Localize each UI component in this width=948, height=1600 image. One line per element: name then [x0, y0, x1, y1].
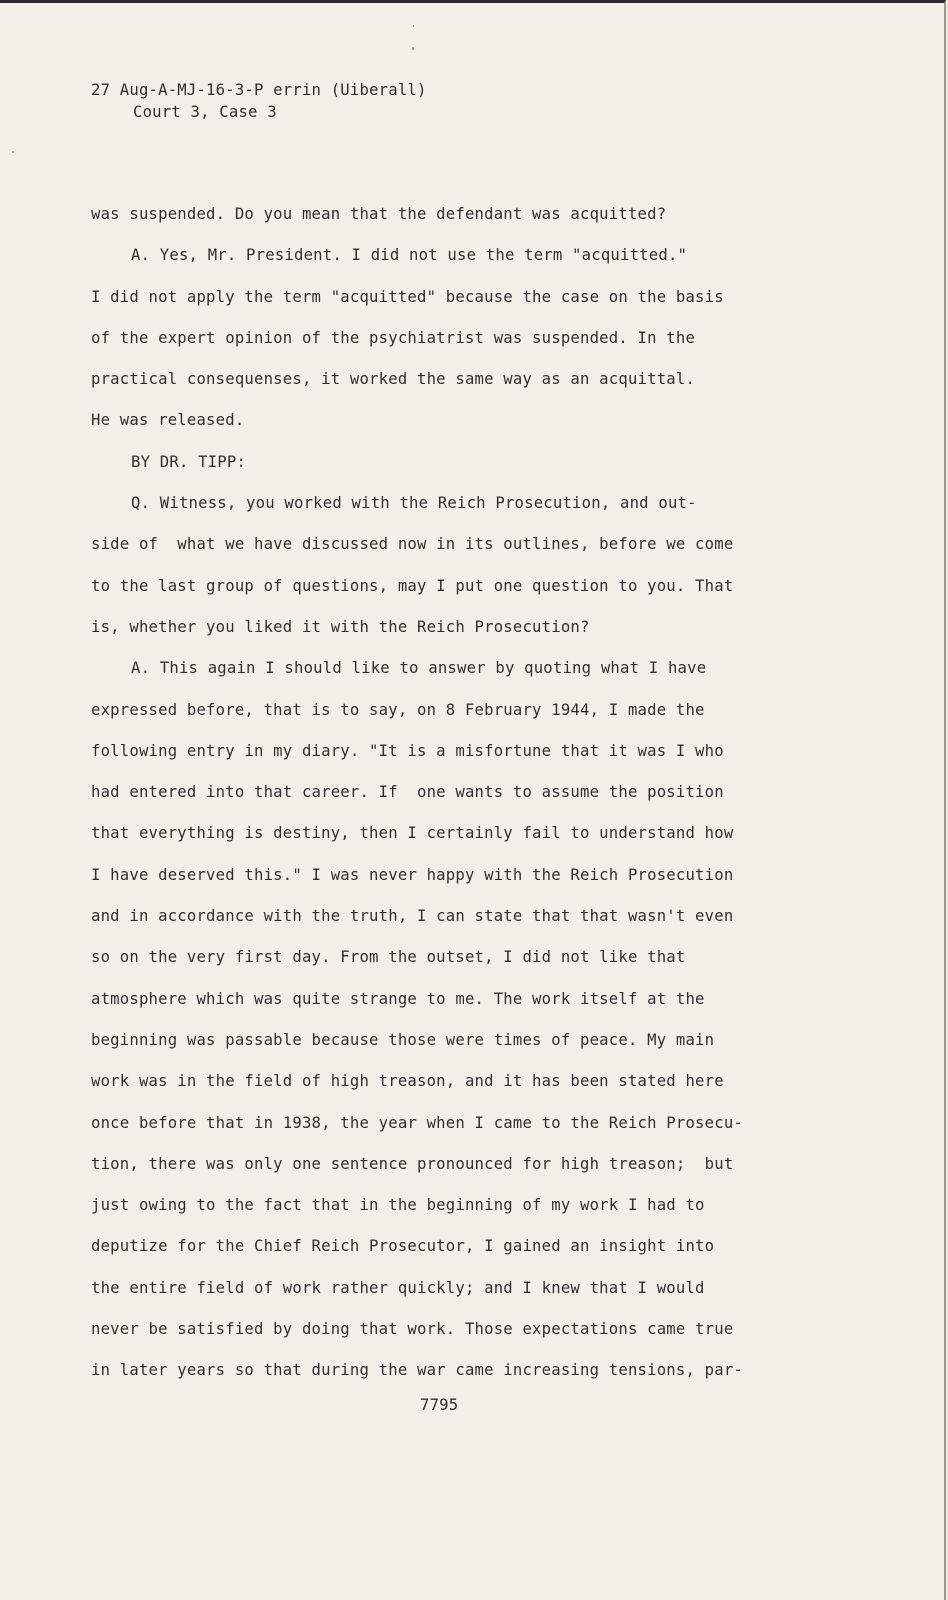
transcript-line: beginning was passable because those were times of peace. My main	[91, 1030, 715, 1049]
transcript-line: and in accordance with the truth, I can state that that wasn't even	[91, 907, 734, 926]
paper-speck	[412, 47, 414, 50]
header-reference-line: 27 Aug-A-MJ-16-3-P errin (Uiberall)	[91, 81, 427, 99]
transcript-line: so on the very first day. From the outset, I did not like that	[91, 948, 686, 967]
transcript-line: A. Yes, Mr. President. I did not use the term "acquitted."	[131, 246, 688, 265]
document-header	[91, 79, 427, 123]
transcript-line: side of what we have discussed now in its outlines, before we come	[91, 535, 734, 554]
transcript-line: of the expert opinion of the psychiatrist was suspended. In the	[91, 328, 696, 347]
transcript-line: that everything is destiny, then I certainly fail to understand how	[91, 824, 734, 843]
transcript-body	[91, 199, 901, 1397]
paper-speck	[12, 151, 14, 153]
transcript-line: practical consequenses, it worked the same way as an acquittal.	[91, 370, 696, 389]
transcript-line: A. This again I should like to answer by quoting what I have	[131, 659, 707, 678]
transcript-line: once before that in 1938, the year when I came to the Reich Prosecu-	[91, 1113, 743, 1132]
transcript-line: Q. Witness, you worked with the Reich Prosecution, and out-	[131, 494, 697, 513]
transcript-line: I have deserved this." I was never happy with the Reich Prosecution	[91, 865, 734, 884]
transcript-line: never be satisfied by doing that work. Those expectations came true	[91, 1320, 734, 1339]
transcript-line: He was released.	[91, 411, 245, 430]
transcript-line: expressed before, that is to say, on 8 February 1944, I made the	[91, 700, 705, 719]
transcript-line: the entire field of work rather quickly; and I knew that I would	[91, 1278, 705, 1297]
transcript-line: was suspended. Do you mean that the defendant was acquitted?	[91, 205, 667, 223]
paper-speck	[413, 25, 414, 27]
transcript-line: is, whether you liked it with the Reich Prosecution?	[91, 617, 590, 636]
transcript-line: to the last group of questions, may I put one question to you. That	[91, 576, 734, 595]
transcript-line: just owing to the fact that in the beginning of my work I had to	[91, 1196, 705, 1215]
transcript-line: tion, there was only one sentence pronounced for high treason; but	[91, 1154, 734, 1173]
transcript-line: had entered into that career. If one wants to assume the position	[91, 783, 724, 802]
header-court-line: Court 3, Case 3	[133, 103, 277, 121]
transcript-line: deputize for the Chief Reich Prosecutor, I gained an insight into	[91, 1237, 715, 1256]
transcript-line: following entry in my diary. "It is a misfortune that it was I who	[91, 741, 724, 760]
transcript-line: in later years so that during the war came increasing tensions, par-	[91, 1361, 743, 1380]
transcript-line: BY DR. TIPP:	[131, 452, 247, 471]
transcript-line: work was in the field of high treason, and it has been stated here	[91, 1072, 724, 1091]
transcript-line: atmosphere which was quite strange to me. The work itself at the	[91, 989, 705, 1008]
transcript-line: I did not apply the term "acquitted" because the case on the basis	[91, 287, 724, 306]
page-number: 7795	[420, 1396, 459, 1414]
